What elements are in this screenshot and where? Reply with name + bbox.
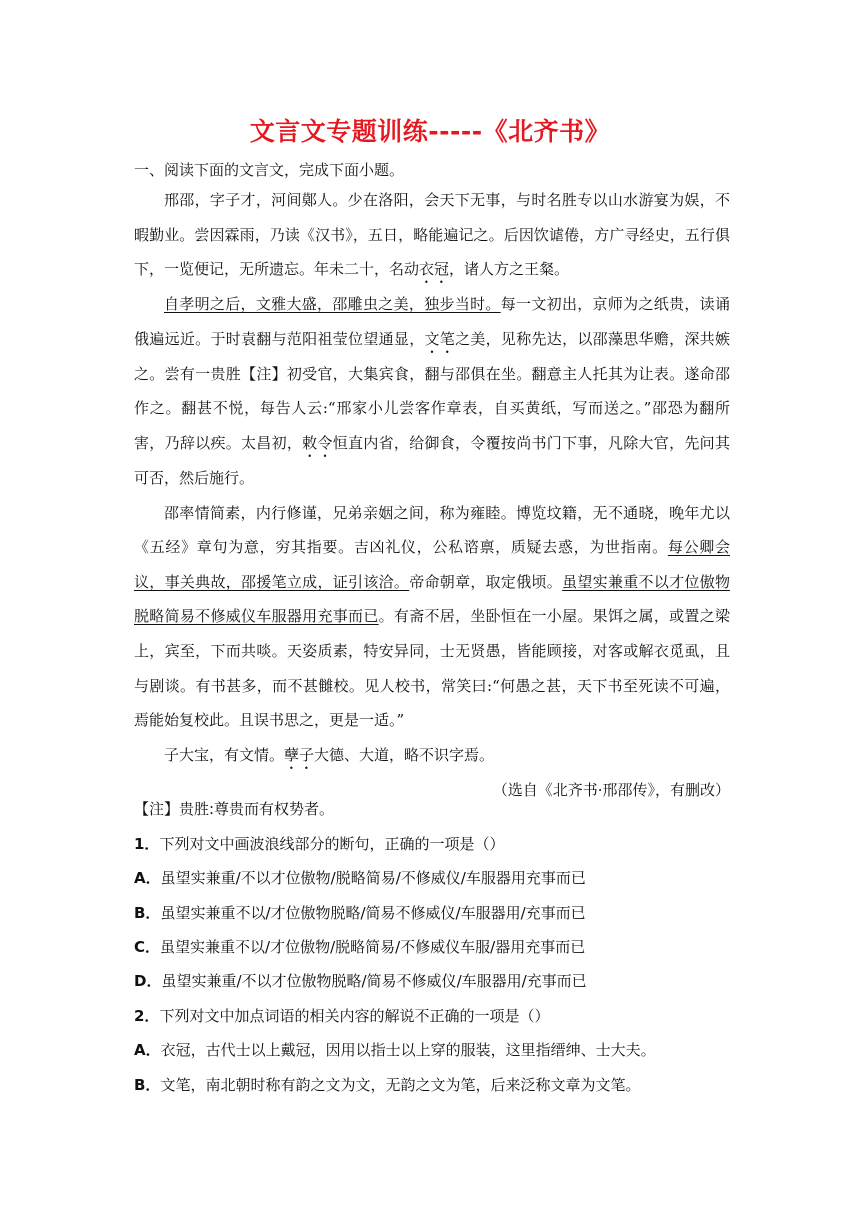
passage-paragraph-4 [134, 738, 730, 773]
source-citation: （选自《北齐书·邢邵传》，有删改） [492, 780, 730, 799]
note: 【注】贵胜:尊贵而有权势者。 [134, 800, 335, 818]
option-text: 虽望实兼重/不以才位傲物脱略/简易不修威仪/车服器用/充事而已 [161, 972, 587, 990]
question-1-stem [134, 833, 504, 854]
option-text: 虽望实兼重不以/才位傲物/脱略简易/不修威仪车服/器用充事而已 [160, 938, 586, 956]
question-text: 下列对文中加点词语的相关内容的解说不正确的一项是（） [159, 1007, 550, 1025]
dotted-term: 敕令 [302, 433, 333, 452]
question-1-option-a [134, 867, 586, 888]
page-title: 文言文专题训练-----《北齐书》 [249, 117, 611, 146]
option-text: 衣冠，古代士以上戴冠，因用以指士以上穿的服装，这里指缙绅、士大夫。 [160, 1041, 656, 1059]
paragraph-text: 大德、大道，略不识字焉。 [314, 745, 495, 764]
question-1-option-c [134, 936, 585, 957]
question-2-option-a [134, 1039, 656, 1060]
option-label: D． [134, 972, 162, 990]
option-label: C． [134, 938, 161, 956]
passage-paragraph-2 [134, 287, 730, 495]
passage-paragraph-1 [134, 183, 730, 287]
question-text: 下列对文中画波浪线部分的断句，正确的一项是（） [159, 835, 505, 853]
paragraph-text: 帝命朝章，取定俄顷。 [409, 572, 563, 591]
option-text: 文笔，南北朝时称有韵之文为文，无韵之文为笔，后来泛称文章为文笔。 [160, 1076, 641, 1094]
option-text: 虽望实兼重/不以才位傲物/脱略简易/不修威仪/车服器用充事而已 [160, 869, 586, 887]
question-number: 2． [134, 1007, 160, 1025]
underlined-sentence: 自孝明之后，文雅大盛，邵雕虫之美，独步当时。 [164, 295, 501, 314]
paragraph-text: 恒直内省，给御食，令覆按尚书门下事，凡除大官，先问其可否，然后施行。 [134, 433, 730, 487]
option-label: B． [134, 904, 161, 922]
dotted-term: 文笔 [424, 329, 456, 348]
paragraph-text: 子大宝，有文情。 [164, 745, 285, 764]
underlined-sentence: 每公卿会议，事关典故，邵援笔立成，证引该洽。 [134, 538, 730, 591]
option-text: 虽望实兼重不以/才位傲物脱略/简易不修威仪/车服器用/充事而已 [160, 904, 586, 922]
paragraph-text: 。有斋不居，坐卧恒在一小屋。果饵之属，或置之梁上，宾至，下而共啖。天姿质素，特安异同，士无贤愚，皆能顾接，对客或解衣觅虱，且与剧谈。有书甚多，而不甚雠校。见人校书，常笑曰:“何愚之甚，天下书至死读不可遍，焉能始复校此。且误书思之，更是一适。” [134, 607, 730, 730]
paragraph-text: 邢邵，字子才，河间鄚人。少在洛阳，会天下无事，与时名胜专以山水游宴为娱，不暇勤业。尝因霖雨，乃读《汉书》，五日，略能遍记之。后因饮谑倦，方广寻经史，五行俱下，一览便记，无所遗忘。年未二十，名动 [134, 191, 730, 279]
option-label: A． [134, 1041, 161, 1059]
wavy-underlined-sentence: 虽望实兼重不以才位傲物脱略简易不修威仪车服器用充事而已 [134, 572, 730, 626]
section-heading: 一、阅读下面的文言文，完成下面小题。 [134, 161, 405, 179]
passage-paragraph-3 [134, 496, 730, 738]
paragraph-text: 邵率情简素，内行修谨，兄弟亲姻之间，称为雍睦。博览坟籍，无不通晓，晚年尤以《五经》章句为意，穷其指要。吉凶礼仪，公私谘禀，质疑去惑，为世指南。 [134, 503, 730, 557]
paragraph-text: ，诸人方之王粲。 [449, 260, 570, 279]
question-2-option-b [134, 1074, 640, 1095]
question-number: 1． [134, 835, 160, 853]
paragraph-text: 之美，见称先达，以邵藻思华赡，深共嫉之。尝有一贵胜【注】初受官，大集宾食，翻与邵俱在坐。翻意主人托其为让表。遂命邵作之。翻甚不悦，每告人云:“邢家小儿尝客作章表，自买黄纸，写而送之。”邵恐为翻所害，乃辞以疾。太昌初， [134, 329, 730, 452]
question-1-option-d [134, 970, 587, 991]
dotted-term: 衣冠 [419, 260, 450, 279]
paragraph-text: 每一文初出，京师为之纸贵，读诵俄遍远近。于时袁翻与范阳祖莹位望通显， [134, 295, 730, 348]
passage [134, 183, 730, 807]
question-1-option-b [134, 902, 586, 923]
dotted-term: 孽子 [284, 745, 315, 764]
option-label: A． [134, 869, 161, 887]
option-label: B． [134, 1076, 161, 1094]
question-2-stem [134, 1005, 549, 1026]
